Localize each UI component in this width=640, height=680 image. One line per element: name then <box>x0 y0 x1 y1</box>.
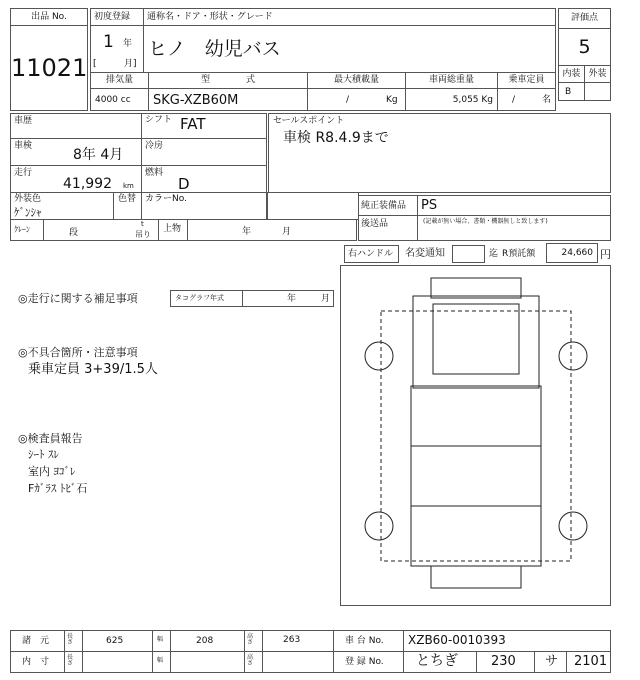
inspector-item: 室内 ﾖｺﾞﾚ <box>28 465 76 478</box>
color: ｹﾞﾝｼｬ <box>14 206 42 219</box>
body-year: 年 <box>242 227 252 237</box>
later-label: 後送品 <box>361 219 389 229</box>
reg-label: 登 録 No. <box>345 657 384 667</box>
height-value: 263 <box>283 635 301 645</box>
first-reg-label: 初度登録 <box>94 12 131 22</box>
exterior-header <box>584 65 611 83</box>
mileage-label: 走行 <box>14 168 33 178</box>
inspection: 8年 4月 <box>73 147 124 163</box>
col-divider <box>152 630 153 673</box>
wheel-rear-left <box>365 512 393 540</box>
later-items-row <box>358 215 611 241</box>
ac-label: 冷房 <box>145 141 164 151</box>
length-label: 長さ <box>67 654 74 667</box>
body-outline <box>381 311 571 561</box>
gross-weight-cell <box>405 88 498 111</box>
crane-cell <box>10 219 44 241</box>
first-reg-header <box>90 8 144 26</box>
gross-weight-header <box>405 72 498 89</box>
tacho-box <box>170 290 334 307</box>
interior-header <box>558 65 585 83</box>
model-cell <box>148 88 308 111</box>
yen: 円 <box>600 248 611 261</box>
lot-no-label: 出品 No. <box>31 12 67 22</box>
reg-area: とちぎ <box>416 653 458 669</box>
col-divider <box>403 630 404 673</box>
crane-hoist: 吊り <box>135 230 151 239</box>
score-cell <box>558 28 611 66</box>
capacity-label: 乗車定員 <box>508 75 545 85</box>
history-label: 車歴 <box>14 116 33 126</box>
length-value: 625 <box>106 636 124 646</box>
equipment-value: PS <box>421 198 438 213</box>
capacity-cell <box>497 88 556 111</box>
inspector-item: ｼｰﾄ ｽﾚ <box>28 448 59 461</box>
mileage-unit: km <box>123 182 134 190</box>
name-header <box>143 8 556 26</box>
reg-year: 1 <box>103 32 114 52</box>
vehicle-diagram-box <box>340 265 611 606</box>
spec-label: 諸 元 <box>22 636 50 646</box>
vehicle-diagram <box>341 266 610 605</box>
sales-point-box <box>268 113 611 193</box>
equipment-row <box>358 195 611 216</box>
front-bumper <box>431 278 521 298</box>
color-change-cell <box>113 192 142 220</box>
recycle-amount: 24,660 <box>561 248 593 258</box>
body-date-cell <box>187 219 357 241</box>
shift-label: シフト <box>145 115 173 125</box>
history-cell <box>10 113 142 139</box>
color-no-cell <box>141 192 267 220</box>
crane-value-cell <box>43 219 159 241</box>
col-divider <box>534 652 535 673</box>
first-reg-cell <box>90 25 144 73</box>
max-load-label: 最大積載量 <box>333 75 379 85</box>
score-header <box>558 8 611 29</box>
color-cell <box>10 192 114 220</box>
model-header <box>148 72 308 89</box>
tacho-year: 年 <box>287 294 297 304</box>
model: SKG-XZB60M <box>153 93 239 108</box>
year-unit: 年 <box>123 39 133 49</box>
inspector-label: ◎検査員報告 <box>18 432 83 445</box>
body-cell <box>158 219 188 241</box>
reg-class: 230 <box>491 654 516 669</box>
month-unit: 月] <box>124 59 137 69</box>
height-label: 高さ <box>247 633 254 646</box>
width-label: 幅 <box>157 636 164 643</box>
later-note: (記載が無い場合、書類・機器無しと致します) <box>423 218 548 225</box>
score-label: 評価点 <box>570 13 598 23</box>
chassis-no: XZB60-0010393 <box>408 633 506 647</box>
exterior-label: 外装 <box>588 69 607 79</box>
sales-point-label: セールスポイント <box>273 116 345 126</box>
fuel: D <box>178 175 190 193</box>
rhd-box <box>344 245 399 263</box>
inspection-cell <box>10 138 142 166</box>
col-divider <box>566 652 567 673</box>
col-divider <box>262 630 263 673</box>
width-value: 208 <box>196 636 214 646</box>
tacho-divider <box>242 290 243 307</box>
max-load-unit: Kg <box>386 95 398 105</box>
mileage: 41,992 <box>63 176 112 192</box>
inner-label: 内 寸 <box>22 657 50 667</box>
tacho-label: タコグラフ年式 <box>175 294 224 302</box>
mileage-cell <box>10 165 142 193</box>
interior-cell <box>558 82 585 101</box>
wheel-front-right <box>559 342 587 370</box>
lot-no: 11021 <box>11 54 88 82</box>
wheel-front-left <box>365 342 393 370</box>
crane-t: t <box>141 220 144 228</box>
equipment-label: 純正装備品 <box>361 201 407 211</box>
col-divider <box>64 630 65 673</box>
reg-kana: サ <box>545 654 559 669</box>
max-load-cell <box>307 88 406 111</box>
tacho-month: 月 <box>321 294 331 304</box>
name-change-label: 名変通知 <box>405 248 445 259</box>
recycle-prefix: 迄 <box>489 249 499 259</box>
sales-point-text: 車検 R8.4.9まで <box>283 130 389 146</box>
fuel-cell <box>141 165 267 193</box>
col-divider <box>170 630 171 673</box>
rhd: 右ハンドル <box>348 249 394 259</box>
name-change-box <box>452 245 485 263</box>
color-label: 外装色 <box>14 194 42 204</box>
length-label: 長さ <box>67 633 74 646</box>
interior-grade: B <box>565 87 572 97</box>
capacity-header <box>497 72 556 89</box>
col-divider <box>244 630 245 673</box>
max-load-header <box>307 72 406 89</box>
color-no-label: カラーNo. <box>145 194 187 204</box>
displacement: 4000 cc <box>95 95 131 105</box>
driving-notes-label: ◎走行に関する補足事項 <box>18 292 138 305</box>
row-divider <box>10 651 611 652</box>
color-change-label: 色替 <box>118 194 137 204</box>
interior-label: 内装 <box>562 69 581 79</box>
reg-number: 2101 <box>574 654 608 669</box>
body-label: 上物 <box>163 224 182 234</box>
roof <box>411 386 541 566</box>
blank-cell <box>267 192 359 220</box>
width-label: 幅 <box>157 657 164 664</box>
displacement-header <box>90 72 149 89</box>
capacity-unit: 名 <box>542 95 552 105</box>
body-month: 月 <box>282 227 292 237</box>
inspection-label: 車検 <box>14 141 33 151</box>
inspector-item: Fｶﾞﾗｽ ﾄﾋﾞ石 <box>28 482 88 495</box>
lot-no-cell <box>10 25 88 111</box>
vehicle-name: ヒノ 幼児バス <box>148 38 281 60</box>
gross-weight: 5,055 Kg <box>452 95 493 105</box>
exterior-cell <box>584 82 611 101</box>
height-label: 高さ <box>247 654 254 667</box>
gross-weight-label: 車両総重量 <box>428 75 474 85</box>
rear-bumper <box>431 566 521 588</box>
shift: FAT <box>180 115 206 133</box>
score: 5 <box>578 36 591 58</box>
ac-cell <box>141 138 267 166</box>
lot-no-header <box>10 8 88 26</box>
month-bracket: [ <box>93 59 97 69</box>
capacity: / <box>512 95 516 105</box>
crane-stage: 段 <box>69 228 79 238</box>
displacement-cell <box>90 88 149 111</box>
wheel-rear-right <box>559 512 587 540</box>
col-divider <box>82 630 83 673</box>
chassis-label: 車 台 No. <box>345 636 384 646</box>
model-label: 型 式 <box>200 75 255 85</box>
defects-label: ◎不具合箇所・注意事項 <box>18 346 138 359</box>
recycle-box <box>546 243 598 263</box>
windshield <box>433 304 519 374</box>
max-load: / <box>346 95 350 105</box>
col-divider <box>476 652 477 673</box>
displacement-label: 排気量 <box>105 75 133 85</box>
recycle-label: R預託額 <box>502 249 536 259</box>
vehicle-name-cell <box>143 25 556 73</box>
defect-item: 乗車定員 3+39/1.5人 <box>28 362 158 377</box>
col-divider <box>333 630 334 673</box>
name-label: 通称名・ドア・形状・グレード <box>147 12 273 22</box>
fuel-label: 燃料 <box>145 168 164 178</box>
crane-label: ｸﾚｰﾝ <box>14 225 30 234</box>
shift-cell <box>141 113 267 139</box>
